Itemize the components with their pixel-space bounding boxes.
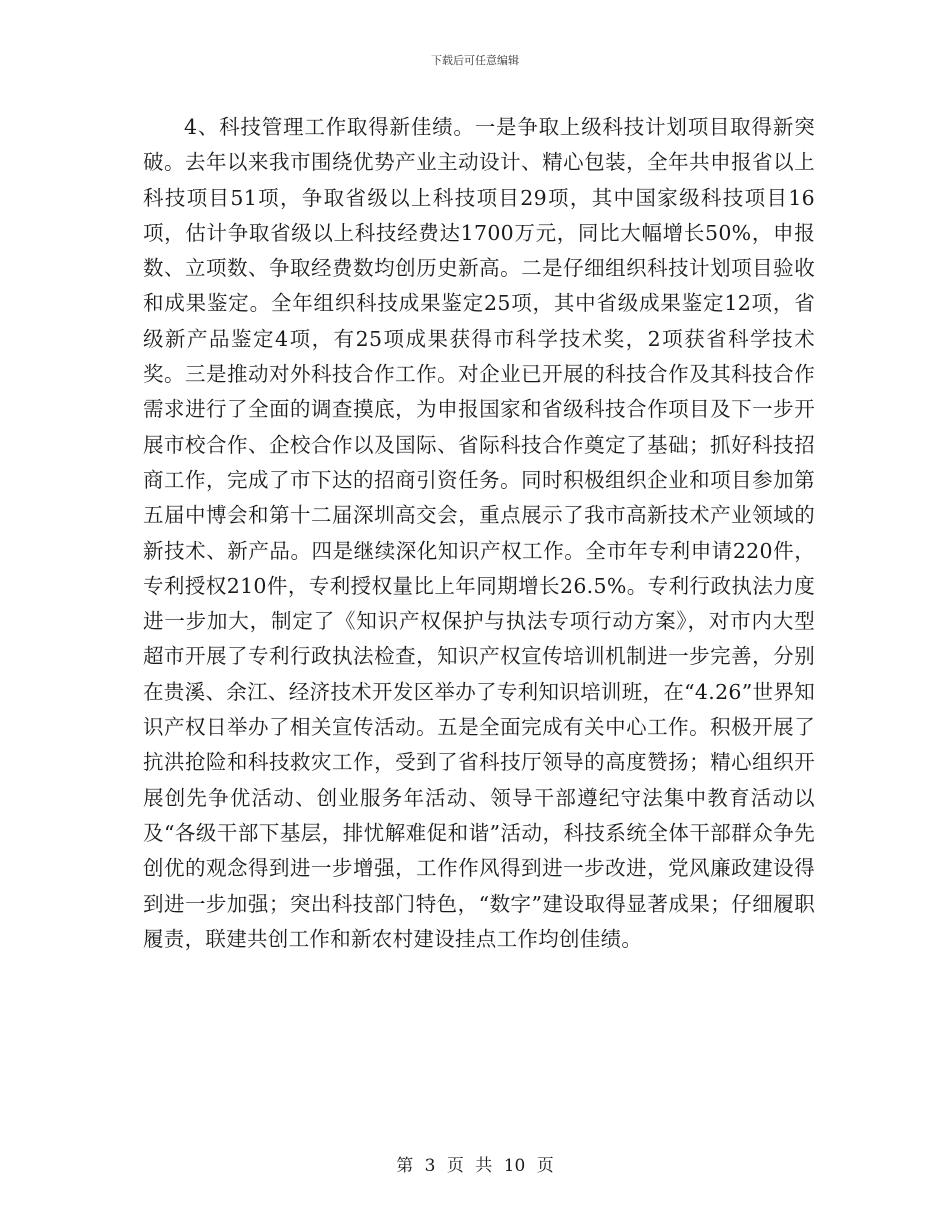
page-number-footer: 第 3 页 共 10 页 [396,1156,554,1176]
header-note: 下载后可任意编辑 [431,54,519,67]
body-paragraph: 4、科技管理工作取得新佳绩。一是争取上级科技计划项目取得新突破。去年以来我市围绕优势产业主动设计、精心包装，全年共申报省以上科技项目51项，争取省级以上科技项目29项，其中国家级科技项目16项，估计争取省级以上科技经费达1700万元，同比大幅增长50%，申报数、立项数、争取经费数均创历史新高。二是仔细组织科技计划项目验收和成果鉴定。全年组织科技成果鉴定25项，其中省级成果鉴定12项，省级新产品鉴定4项，有25项成果获得市科学技术奖，2项获省科学技术奖。三是推动对外科技合作工作。对企业已开展的科技合作及其科技合作需求进行了全面的调查摸底，为申报国家和省级科技合作项目及下一步开展市校合作、企校合作以及国际、省际科技合作奠定了基础；抓好科技招商工作，完成了市下达的招商引资任务。同时积极组织企业和项目参加第五届中博会和第十二届深圳高交会，重点展示了我市高新技术产业领域的新技术、新产品。四是继续深化知识产权工作。全市年专利申请220件，专利授权210件，专利授权量比上年同期增长26.5%。专利行政执法力度进一步加大，制定了《知识产权保护与执法专项行动方案》，对市内大型超市开展了专利行政执法检查，知识产权宣传培训机制进一步完善，分别在贵溪、余江、经济技术开发区举办了专利知识培训班，在“4.26”世界知识产权日举办了相关宣传活动。五是全面完成有关中心工作。积极开展了抗洪抢险和科技救灾工作，受到了省科技厅领导的高度赞扬；精心组织开展创先争优活动、创业服务年活动、领导干部遵纪守法集中教育活动以及“各级干部下基层，排忧解难促和谐”活动，科技系统全体干部群众争先创优的观念得到进一步增强，工作作风得到进一步改进，党风廉政建设得到进一步加强；突出科技部门特色，“数字”建设取得显著成果；仔细履职履责，联建共创工作和新农村建设挂点工作均创佳绩。 [143,115,815,951]
